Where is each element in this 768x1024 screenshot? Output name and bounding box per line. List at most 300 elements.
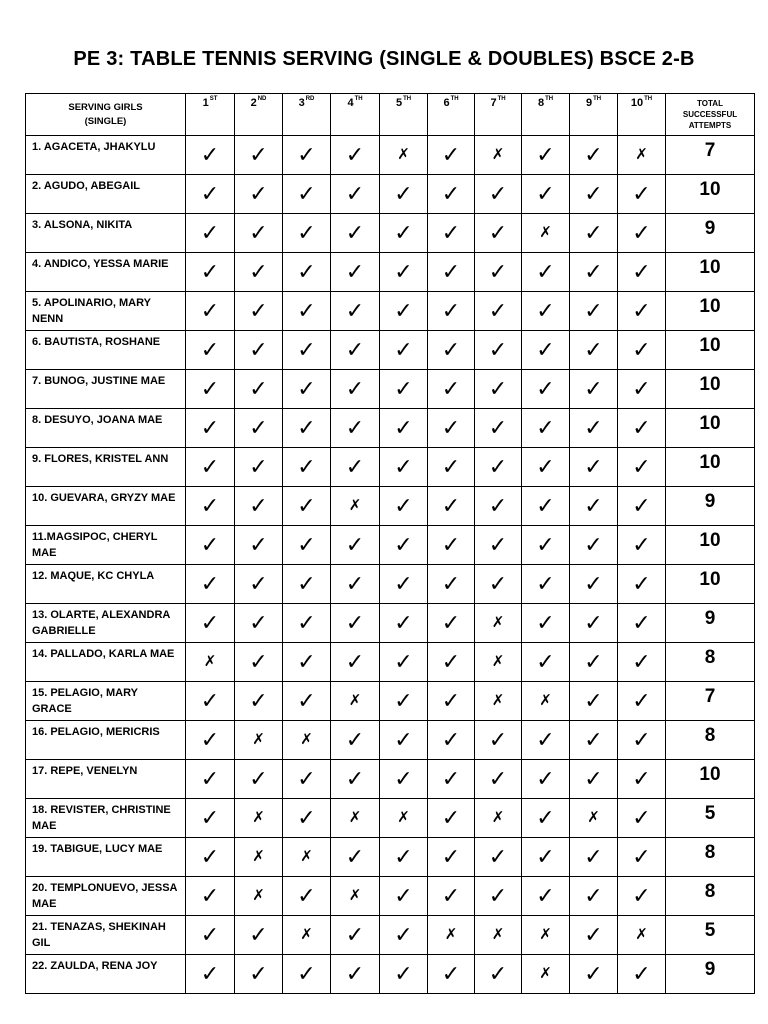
checkmark-icon: ✓ (331, 721, 380, 760)
checkmark-icon: ✓ (428, 253, 475, 292)
checkmark-icon: ✓ (475, 448, 522, 487)
attempt-header (235, 94, 283, 136)
checkmark-icon: ✓ (186, 214, 235, 253)
checkmark-icon: ✓ (283, 682, 331, 721)
checkmark-icon: ✓ (235, 175, 283, 214)
checkmark-icon: ✓ (235, 292, 283, 331)
cross-icon: ✗ (475, 682, 522, 721)
total-successful-attempts: 8 (666, 877, 755, 916)
checkmark-icon: ✓ (186, 253, 235, 292)
total-successful-attempts: 10 (666, 760, 755, 799)
checkmark-icon: ✓ (283, 175, 331, 214)
checkmark-icon: ✓ (186, 565, 235, 604)
checkmark-icon: ✓ (331, 175, 380, 214)
checkmark-icon: ✓ (522, 526, 570, 565)
checkmark-icon: ✓ (235, 916, 283, 955)
checkmark-icon: ✓ (618, 448, 666, 487)
checkmark-icon: ✓ (283, 487, 331, 526)
attempt-suffix: TH (497, 96, 506, 102)
checkmark-icon: ✓ (522, 799, 570, 838)
checkmark-icon: ✓ (618, 604, 666, 643)
cross-icon: ✗ (283, 916, 331, 955)
attempt-suffix: RD (305, 96, 315, 102)
checkmark-icon: ✓ (235, 331, 283, 370)
table-row (26, 916, 755, 955)
checkmark-icon: ✓ (428, 526, 475, 565)
checkmark-icon: ✓ (380, 448, 428, 487)
checkmark-icon: ✓ (380, 760, 428, 799)
checkmark-icon: ✓ (235, 643, 283, 682)
checkmark-icon: ✓ (428, 175, 475, 214)
attempt-suffix: TH (545, 96, 554, 102)
checkmark-icon: ✓ (380, 487, 428, 526)
checkmark-icon: ✓ (380, 604, 428, 643)
total-successful-attempts: 10 (666, 175, 755, 214)
cross-icon: ✗ (283, 721, 331, 760)
cross-icon: ✗ (475, 916, 522, 955)
checkmark-icon: ✓ (235, 409, 283, 448)
checkmark-icon: ✓ (570, 409, 618, 448)
table-row (26, 682, 755, 721)
checkmark-icon: ✓ (380, 955, 428, 994)
checkmark-icon: ✓ (380, 643, 428, 682)
checkmark-icon: ✓ (618, 253, 666, 292)
student-name: 6. BAUTISTA, ROSHANE (26, 331, 186, 370)
checkmark-icon: ✓ (475, 175, 522, 214)
checkmark-icon: ✓ (380, 214, 428, 253)
checkmark-icon: ✓ (283, 448, 331, 487)
table-row (26, 370, 755, 409)
attempt-suffix: TH (644, 96, 653, 102)
checkmark-icon: ✓ (283, 370, 331, 409)
cross-icon: ✗ (283, 838, 331, 877)
checkmark-icon: ✓ (186, 838, 235, 877)
student-name: 12. MAQUE, KC CHYLA (26, 565, 186, 604)
cross-icon: ✗ (475, 604, 522, 643)
student-name: 17. REPE, VENELYN (26, 760, 186, 799)
checkmark-icon: ✓ (380, 838, 428, 877)
attempt-number: 4 (347, 97, 354, 109)
checkmark-icon: ✓ (522, 331, 570, 370)
checkmark-icon: ✓ (186, 604, 235, 643)
checkmark-icon: ✓ (475, 526, 522, 565)
checkmark-icon: ✓ (380, 175, 428, 214)
checkmark-icon: ✓ (331, 526, 380, 565)
attempt-suffix: TH (403, 96, 412, 102)
attempt-header (283, 94, 331, 136)
table-row (26, 253, 755, 292)
cross-icon: ✗ (331, 487, 380, 526)
checkmark-icon: ✓ (283, 253, 331, 292)
checkmark-icon: ✓ (618, 799, 666, 838)
checkmark-icon: ✓ (235, 448, 283, 487)
checkmark-icon: ✓ (428, 214, 475, 253)
student-name: 3. ALSONA, NIKITA (26, 214, 186, 253)
checkmark-icon: ✓ (428, 643, 475, 682)
checkmark-icon: ✓ (283, 955, 331, 994)
checkmark-icon: ✓ (331, 643, 380, 682)
checkmark-icon: ✓ (428, 409, 475, 448)
checkmark-icon: ✓ (331, 409, 380, 448)
student-name: 20. TEMPLONUEVO, JESSA MAE (26, 877, 186, 916)
table-row (26, 838, 755, 877)
checkmark-icon: ✓ (186, 799, 235, 838)
total-successful-attempts: 8 (666, 721, 755, 760)
student-name: 16. PELAGIO, MERICRIS (26, 721, 186, 760)
checkmark-icon: ✓ (380, 565, 428, 604)
checkmark-icon: ✓ (618, 721, 666, 760)
attempt-suffix: TH (450, 96, 459, 102)
student-name: 18. REVISTER, CHRISTINE MAE (26, 799, 186, 838)
attempt-number: 1 (202, 97, 209, 109)
cross-icon: ✗ (331, 877, 380, 916)
checkmark-icon: ✓ (331, 565, 380, 604)
checkmark-icon: ✓ (618, 565, 666, 604)
checkmark-icon: ✓ (570, 955, 618, 994)
total-successful-attempts: 10 (666, 253, 755, 292)
page-title: PE 3: TABLE TENNIS SERVING (SINGLE & DOUBLES) BSCE 2-B (73, 48, 695, 70)
table-row (26, 487, 755, 526)
checkmark-icon: ✓ (522, 175, 570, 214)
checkmark-icon: ✓ (428, 838, 475, 877)
student-name: 14. PALLADO, KARLA MAE (26, 643, 186, 682)
checkmark-icon: ✓ (522, 487, 570, 526)
cross-icon: ✗ (522, 682, 570, 721)
checkmark-icon: ✓ (570, 565, 618, 604)
checkmark-icon: ✓ (475, 370, 522, 409)
checkmark-icon: ✓ (570, 682, 618, 721)
table-row (26, 799, 755, 838)
checkmark-icon: ✓ (235, 136, 283, 175)
checkmark-icon: ✓ (186, 682, 235, 721)
total-successful-attempts: 9 (666, 214, 755, 253)
checkmark-icon: ✓ (428, 955, 475, 994)
total-successful-attempts: 5 (666, 916, 755, 955)
checkmark-icon: ✓ (475, 214, 522, 253)
checkmark-icon: ✓ (570, 760, 618, 799)
checkmark-icon: ✓ (331, 136, 380, 175)
checkmark-icon: ✓ (428, 877, 475, 916)
attempt-number: 7 (490, 97, 497, 109)
cross-icon: ✗ (570, 799, 618, 838)
checkmark-icon: ✓ (283, 760, 331, 799)
table-row (26, 877, 755, 916)
total-successful-attempts: 9 (666, 487, 755, 526)
cross-icon: ✗ (522, 214, 570, 253)
student-name: 21. TENAZAS, SHEKINAH GIL (26, 916, 186, 955)
table-row (26, 760, 755, 799)
checkmark-icon: ✓ (522, 838, 570, 877)
total-successful-attempts: 10 (666, 448, 755, 487)
checkmark-icon: ✓ (283, 331, 331, 370)
student-name: 22. ZAULDA, RENA JOY (26, 955, 186, 994)
checkmark-icon: ✓ (570, 643, 618, 682)
checkmark-icon: ✓ (380, 370, 428, 409)
student-name: 1. AGACETA, JHAKYLU (26, 136, 186, 175)
attempt-header (428, 94, 475, 136)
table-row (26, 448, 755, 487)
checkmark-icon: ✓ (428, 292, 475, 331)
checkmark-icon: ✓ (570, 292, 618, 331)
checkmark-icon: ✓ (522, 565, 570, 604)
attempt-header (331, 94, 380, 136)
student-name: 8. DESUYO, JOANA MAE (26, 409, 186, 448)
checkmark-icon: ✓ (570, 604, 618, 643)
checkmark-icon: ✓ (283, 643, 331, 682)
checkmark-icon: ✓ (618, 526, 666, 565)
checkmark-icon: ✓ (283, 136, 331, 175)
checkmark-icon: ✓ (428, 448, 475, 487)
total-successful-attempts: 7 (666, 136, 755, 175)
checkmark-icon: ✓ (618, 214, 666, 253)
table-row (26, 955, 755, 994)
attempt-header (186, 94, 235, 136)
checkmark-icon: ✓ (186, 331, 235, 370)
total-column-header (666, 94, 755, 136)
checkmark-icon: ✓ (186, 877, 235, 916)
cross-icon: ✗ (331, 682, 380, 721)
checkmark-icon: ✓ (283, 604, 331, 643)
checkmark-icon: ✓ (475, 331, 522, 370)
cross-icon: ✗ (235, 721, 283, 760)
attempt-header (522, 94, 570, 136)
checkmark-icon: ✓ (618, 643, 666, 682)
checkmark-icon: ✓ (570, 136, 618, 175)
checkmark-icon: ✓ (331, 838, 380, 877)
checkmark-icon: ✓ (235, 604, 283, 643)
checkmark-icon: ✓ (428, 565, 475, 604)
attempt-header (475, 94, 522, 136)
checkmark-icon: ✓ (283, 565, 331, 604)
checkmark-icon: ✓ (618, 955, 666, 994)
checkmark-icon: ✓ (186, 955, 235, 994)
cross-icon: ✗ (522, 955, 570, 994)
checkmark-icon: ✓ (618, 370, 666, 409)
attempt-suffix: TH (593, 96, 602, 102)
checkmark-icon: ✓ (522, 136, 570, 175)
table-row (26, 643, 755, 682)
total-successful-attempts: 7 (666, 682, 755, 721)
checkmark-icon: ✓ (283, 292, 331, 331)
name-column-header (26, 94, 186, 136)
checkmark-icon: ✓ (235, 487, 283, 526)
total-successful-attempts: 10 (666, 409, 755, 448)
checkmark-icon: ✓ (570, 370, 618, 409)
cross-icon: ✗ (331, 799, 380, 838)
total-successful-attempts: 10 (666, 370, 755, 409)
checkmark-icon: ✓ (186, 136, 235, 175)
student-name: 5. APOLINARIO, MARY NENN (26, 292, 186, 331)
checkmark-icon: ✓ (331, 292, 380, 331)
checkmark-icon: ✓ (475, 760, 522, 799)
cross-icon: ✗ (475, 799, 522, 838)
checkmark-icon: ✓ (475, 721, 522, 760)
checkmark-icon: ✓ (235, 565, 283, 604)
checkmark-icon: ✓ (235, 760, 283, 799)
attempt-header (618, 94, 666, 136)
cross-icon: ✗ (235, 799, 283, 838)
table-row (26, 604, 755, 643)
checkmark-icon: ✓ (428, 136, 475, 175)
attempt-number: 3 (298, 97, 305, 109)
attempt-number: 5 (395, 97, 403, 109)
checkmark-icon: ✓ (235, 370, 283, 409)
student-name: 19. TABIGUE, LUCY MAE (26, 838, 186, 877)
checkmark-icon: ✓ (618, 331, 666, 370)
total-header-line2: SUCCESSFUL (682, 110, 738, 119)
checkmark-icon: ✓ (522, 643, 570, 682)
table-row (26, 292, 755, 331)
checkmark-icon: ✓ (522, 604, 570, 643)
table-row (26, 331, 755, 370)
table-row (26, 136, 755, 175)
checkmark-icon: ✓ (428, 370, 475, 409)
name-header-line1: SERVING GIRLS (68, 101, 143, 113)
cross-icon: ✗ (475, 643, 522, 682)
checkmark-icon: ✓ (186, 721, 235, 760)
checkmark-icon: ✓ (570, 175, 618, 214)
checkmark-icon: ✓ (475, 565, 522, 604)
checkmark-icon: ✓ (618, 682, 666, 721)
checkmark-icon: ✓ (283, 799, 331, 838)
cross-icon: ✗ (522, 916, 570, 955)
checkmark-icon: ✓ (618, 838, 666, 877)
checkmark-icon: ✓ (475, 955, 522, 994)
cross-icon: ✗ (618, 136, 666, 175)
checkmark-icon: ✓ (283, 877, 331, 916)
checkmark-icon: ✓ (380, 331, 428, 370)
student-name: 7. BUNOG, JUSTINE MAE (26, 370, 186, 409)
checkmark-icon: ✓ (331, 604, 380, 643)
attempt-suffix: ST (209, 96, 218, 102)
checkmark-icon: ✓ (618, 409, 666, 448)
checkmark-icon: ✓ (380, 253, 428, 292)
checkmark-icon: ✓ (186, 916, 235, 955)
checkmark-icon: ✓ (428, 760, 475, 799)
checkmark-icon: ✓ (235, 214, 283, 253)
checkmark-icon: ✓ (522, 448, 570, 487)
checkmark-icon: ✓ (570, 526, 618, 565)
checkmark-icon: ✓ (380, 721, 428, 760)
checkmark-icon: ✓ (331, 331, 380, 370)
serving-results-table (25, 93, 755, 994)
checkmark-icon: ✓ (331, 370, 380, 409)
name-header-line2: (SINGLE) (84, 115, 127, 127)
checkmark-icon: ✓ (428, 721, 475, 760)
attempt-suffix: ND (257, 96, 267, 102)
checkmark-icon: ✓ (475, 838, 522, 877)
checkmark-icon: ✓ (570, 916, 618, 955)
checkmark-icon: ✓ (570, 721, 618, 760)
checkmark-icon: ✓ (186, 370, 235, 409)
total-header-line3: ATTEMPTS (688, 121, 732, 130)
attempt-header (570, 94, 618, 136)
checkmark-icon: ✓ (186, 760, 235, 799)
cross-icon: ✗ (235, 838, 283, 877)
checkmark-icon: ✓ (331, 955, 380, 994)
attempt-number: 10 (630, 97, 644, 109)
checkmark-icon: ✓ (618, 487, 666, 526)
total-successful-attempts: 8 (666, 838, 755, 877)
total-successful-attempts: 10 (666, 565, 755, 604)
cross-icon: ✗ (428, 916, 475, 955)
checkmark-icon: ✓ (522, 370, 570, 409)
table-row (26, 175, 755, 214)
checkmark-icon: ✓ (186, 448, 235, 487)
checkmark-icon: ✓ (186, 175, 235, 214)
student-name: 11.MAGSIPOC, CHERYL MAE (26, 526, 186, 565)
checkmark-icon: ✓ (570, 448, 618, 487)
checkmark-icon: ✓ (522, 877, 570, 916)
checkmark-icon: ✓ (235, 253, 283, 292)
student-name: 4. ANDICO, YESSA MARIE (26, 253, 186, 292)
checkmark-icon: ✓ (570, 253, 618, 292)
checkmark-icon: ✓ (331, 253, 380, 292)
checkmark-icon: ✓ (331, 448, 380, 487)
checkmark-icon: ✓ (475, 409, 522, 448)
student-name: 2. AGUDO, ABEGAIL (26, 175, 186, 214)
cross-icon: ✗ (235, 877, 283, 916)
total-successful-attempts: 9 (666, 604, 755, 643)
total-successful-attempts: 5 (666, 799, 755, 838)
checkmark-icon: ✓ (618, 175, 666, 214)
checkmark-icon: ✓ (522, 760, 570, 799)
checkmark-icon: ✓ (570, 214, 618, 253)
checkmark-icon: ✓ (331, 916, 380, 955)
checkmark-icon: ✓ (522, 292, 570, 331)
table-row (26, 214, 755, 253)
total-successful-attempts: 10 (666, 292, 755, 331)
checkmark-icon: ✓ (380, 877, 428, 916)
checkmark-icon: ✓ (235, 955, 283, 994)
checkmark-icon: ✓ (380, 526, 428, 565)
attempt-number: 9 (585, 97, 593, 109)
checkmark-icon: ✓ (235, 526, 283, 565)
checkmark-icon: ✓ (570, 838, 618, 877)
checkmark-icon: ✓ (186, 526, 235, 565)
checkmark-icon: ✓ (186, 487, 235, 526)
checkmark-icon: ✓ (283, 214, 331, 253)
table-row (26, 526, 755, 565)
checkmark-icon: ✓ (428, 799, 475, 838)
checkmark-icon: ✓ (380, 916, 428, 955)
checkmark-icon: ✓ (475, 877, 522, 916)
checkmark-icon: ✓ (331, 214, 380, 253)
attempt-header (380, 94, 428, 136)
checkmark-icon: ✓ (522, 721, 570, 760)
student-name: 10. GUEVARA, GRYZY MAE (26, 487, 186, 526)
attempt-number: 8 (537, 97, 545, 109)
total-successful-attempts: 10 (666, 331, 755, 370)
attempt-number: 2 (250, 97, 257, 109)
checkmark-icon: ✓ (475, 487, 522, 526)
checkmark-icon: ✓ (428, 604, 475, 643)
checkmark-icon: ✓ (570, 487, 618, 526)
checkmark-icon: ✓ (186, 292, 235, 331)
student-name: 13. OLARTE, ALEXANDRA GABRIELLE (26, 604, 186, 643)
checkmark-icon: ✓ (380, 292, 428, 331)
checkmark-icon: ✓ (428, 487, 475, 526)
student-name: 9. FLORES, KRISTEL ANN (26, 448, 186, 487)
attempt-suffix: TH (354, 96, 363, 102)
cross-icon: ✗ (380, 136, 428, 175)
checkmark-icon: ✓ (428, 331, 475, 370)
header-row (26, 94, 755, 136)
checkmark-icon: ✓ (618, 760, 666, 799)
checkmark-icon: ✓ (618, 877, 666, 916)
checkmark-icon: ✓ (475, 292, 522, 331)
checkmark-icon: ✓ (522, 409, 570, 448)
